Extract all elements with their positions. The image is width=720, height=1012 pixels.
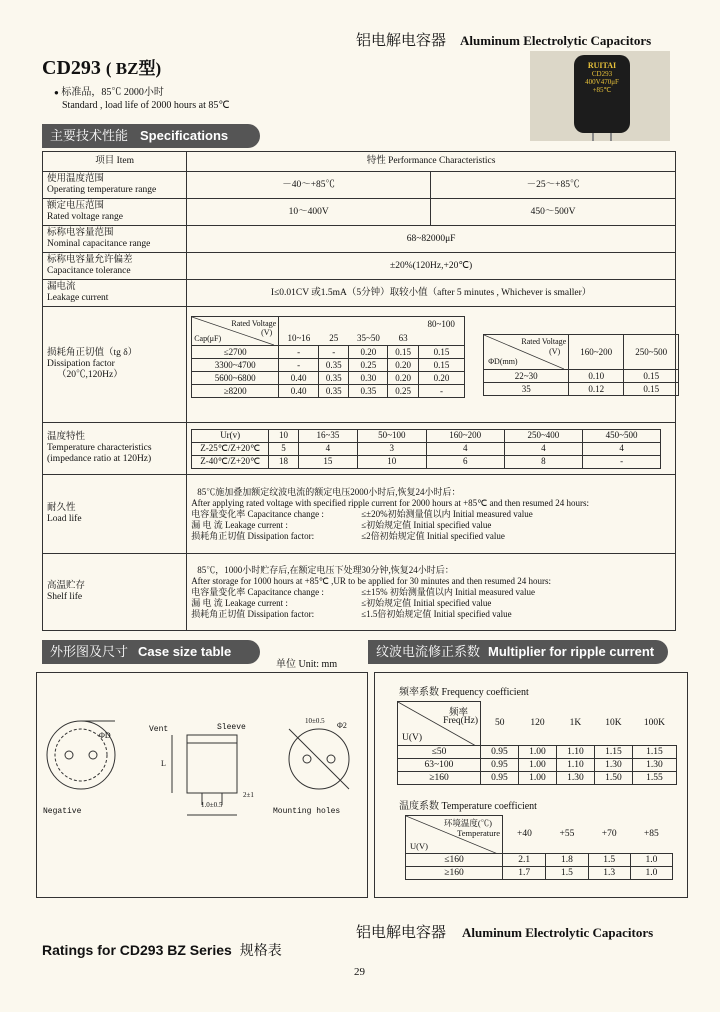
freq-cell: 1.10 [556,746,594,759]
freq-cell: 1.10 [556,759,594,772]
temp-coef-cell: ≤160 [406,854,503,867]
load-life-l5b: ≤2倍初始规定值 Initial specified value [361,530,505,541]
sleeve-label: Sleeve [217,723,246,732]
nom-cap-label [43,226,187,253]
cap-tol-en: Capacitance tolerance [47,266,131,276]
temp-coef-cell: 1.7 [503,867,546,880]
temp-coef-corner [406,816,503,854]
header [356,29,651,50]
table-row [192,455,661,468]
load-life-cn: 耐久性 [47,503,76,513]
rated-v-v2: 450～500V [431,199,676,226]
freq-cell: 1.50 [594,772,632,785]
rated-v-en: Rated voltage range [47,212,123,222]
freq-cell: 1.30 [632,759,676,772]
load-life-l2: After applying rated voltage with specified ripple current for 2000 hours at +85℃ and then resumed 24 hours: [191,497,590,508]
header-en: Aluminum Electrolytic Capacitors [460,33,652,48]
rated-v-cn: 额定电压范围 [47,201,105,211]
lead-label: 1.0±0.5 [201,801,223,809]
temp-coef-label: 温度系数 Temperature coefficient [399,801,537,812]
tc-cell: 10 [357,455,426,468]
nom-cap-en: Nominal capacitance range [47,239,151,249]
cap-tol-label [43,253,187,280]
freq-cell: 1.00 [518,746,556,759]
df-table-2 [483,334,679,396]
df-cell: 0.35 [319,372,349,385]
temp-coef-cell: ≥160 [406,867,503,880]
df-cell: - [279,359,319,372]
df-t2-phi: ΦD(mm) [488,357,518,366]
specifications-bar [42,124,260,148]
freq-cell: 0.95 [481,746,519,759]
freq-cell: 1.00 [518,759,556,772]
table-row [398,746,677,759]
df-t1-col: 80~100 [418,317,464,333]
mounting-view [289,729,349,789]
case-bar-cn: 外形图及尺寸 [50,644,129,659]
df-t1-cap: Cap(μF) [194,334,222,343]
temp-char-table [191,429,661,469]
df-cell: - [279,346,319,359]
mounting-label: Mounting holes [273,807,341,816]
op-temp-v2: －25～+85℃ [431,172,676,199]
tc-cell: 4 [582,442,660,455]
leak-cn: 漏电流 [47,282,76,292]
table-row [192,372,465,385]
temp-coef-col: +85 [643,829,659,840]
tc-cell: 5 [269,442,299,455]
ripple-bar-cn: 纹波电流修正系数 [376,644,481,659]
nom-cap-value: 68~82000μF [187,226,676,253]
table-row [43,280,676,307]
shelf-life-text [187,554,676,631]
leak-en: Leakage current [47,293,109,303]
freq-cell: 1.00 [518,772,556,785]
header-cn: 铝电解电容器 [356,33,447,49]
freq-h2: Freq(Hz) [443,716,478,726]
pitch-label: 10±0.5 [305,717,325,725]
op-temp-v1: －40～+85℃ [187,172,431,199]
df-cell: 0.25 [349,359,388,372]
series-name: ( BZ型) [105,59,162,78]
temp-coef-h3: U(V) [410,841,428,851]
footer-en: Aluminum Electrolytic Capacitors [462,925,654,940]
rated-v-label [43,199,187,226]
df-cell: 0.35 [349,385,388,398]
bullet-icon: ● [54,88,59,97]
nom-cap-cn: 标称电容量范围 [47,228,114,238]
table-row [43,475,676,554]
freq-h1: 频率 [448,708,468,718]
ratings-en: Ratings for CD293 BZ Series [42,942,232,958]
table-row [406,854,673,867]
load-life-l4a: 漏 电 流 Leakage current : [191,519,288,530]
df-cell: 0.12 [569,383,624,396]
freq-cell: 1.15 [594,746,632,759]
table-row [43,152,676,172]
temp-coef-col: +70 [601,829,617,840]
load-life-l4b: ≤初始规定值 Initial specified value [361,519,492,530]
table-row [43,226,676,253]
table-row [192,359,465,372]
df-t1-blank [349,317,388,333]
table-row [398,772,677,785]
ratings-title [42,940,282,960]
cap-tol-value: ±20%(120Hz,+20℃) [187,253,676,280]
item-header: 项目 Item [43,152,187,172]
df-cell: 35 [484,383,569,396]
table-row [43,253,676,280]
ripple-bar-en: Multiplier for ripple current [488,644,655,659]
specifications-table [42,151,676,631]
df-t2-col: 250~500 [624,335,679,370]
temp-coef-col: +55 [559,829,575,840]
df-t2-rated: Rated Voltage [521,337,567,346]
shelf-life-l4b: ≤初始规定值 Initial specified value [361,597,492,608]
freq-cell: 0.95 [481,759,519,772]
freq-label: 频率系数 Frequency coefficient [399,687,529,698]
temp-char-cn: 温度特性 [47,432,86,442]
temp-coef-cell: 1.3 [588,867,630,880]
temp-coef-cell: 1.0 [630,854,672,867]
shelf-life-l1: 85℃，1000小时贮存后,在额定电压下处理30分钟,恢复24小时后： [197,564,454,575]
freq-cell: ≤50 [398,746,481,759]
cap-tol-cn: 标称电容量允许偏差 [47,255,133,265]
hole-d-label: Φ2 [337,721,347,730]
temp-coef-cell: 2.1 [503,854,546,867]
df-cell: ≤2700 [192,346,279,359]
load-life-text [187,475,676,554]
lead-icon [610,133,612,141]
intro-cn: 标准品，85℃ 2000小时 [61,87,164,98]
temp-coef-h1: 环境温度(℃) [443,818,492,828]
df-cell: 0.10 [569,370,624,383]
table-row [43,307,676,423]
df-cell: 3300~4700 [192,359,279,372]
df-cell: 5600~6800 [192,372,279,385]
case-size-bar [42,640,260,664]
df-cell: 0.35 [319,385,349,398]
table-row [484,370,679,383]
tc-cell: - [582,455,660,468]
df-cell: 0.20 [418,372,464,385]
table-row [43,172,676,199]
table-row [192,442,661,455]
temp-coef-table [405,815,673,880]
df-cell: 0.15 [624,370,679,383]
df-t1-col: 63 [388,332,418,345]
tc-cell: 4 [504,442,582,455]
case-bar-en: Case size table [138,644,232,659]
temp-coef-cell: 1.5 [546,867,588,880]
multiplier-box [374,672,688,898]
df-cell: 0.40 [279,372,319,385]
temp-char-en1: Temperature characteristics [47,443,152,453]
df-t1-col: 35~50 [349,332,388,345]
df-cell: ≥8200 [192,385,279,398]
table-row [398,759,677,772]
page-title [42,54,161,80]
freq-cell: 0.95 [481,772,519,785]
df-t1-blank [418,332,464,345]
load-life-en: Load life [47,514,82,524]
df-t2-v: (V) [549,347,561,356]
freq-cell: 63~100 [398,759,481,772]
case-diagram-svg [37,673,367,897]
spec-bar-en: Specifications [140,128,229,143]
df-cell: 0.35 [319,359,349,372]
temp-char-col: 160~200 [426,429,504,442]
df-t1-rated: Rated Voltage [231,319,277,328]
table-row [43,423,676,475]
temp-char-col: 250~400 [504,429,582,442]
df-cell: 0.25 [388,385,418,398]
tc-cell: Z-25℃/Z+20℃ [192,442,269,455]
shelf-life-l3a: 电容量变化率 Capacitance change : [191,586,324,597]
model-name: CD293 [42,57,101,79]
df-cell: 0.20 [349,346,388,359]
lead-icon [592,133,594,141]
shelf-life-l4a: 漏 电 流 Leakage current : [191,597,288,608]
tc-cell: 15 [298,455,357,468]
shelf-life-l5b: ≤1.5倍初始规定值 Initial specified value [361,608,512,619]
temp-coef-cell: 1.5 [588,854,630,867]
op-temp-label [43,172,187,199]
shelf-life-label [43,554,187,631]
footer-cn: 铝电解电容器 [356,925,447,941]
df-cell: 0.15 [418,346,464,359]
temp-coef-cell: 1.8 [546,854,588,867]
freq-cell: 1.30 [556,772,594,785]
table-row [406,867,673,880]
df-t2-corner [484,335,569,370]
vent-label: Vent [149,725,169,734]
freq-corner [398,702,481,746]
photo-brand: RUITAI [587,61,617,70]
tc-cell: 6 [426,455,504,468]
shelf-life-l3b: ≤±15% 初始测量值以内 Initial measured value [361,586,536,597]
load-life-l3a: 电容量变化率 Capacitance change : [191,508,324,519]
capacitor-image [574,55,630,133]
temp-coef-cell: 1.0 [630,867,672,880]
freq-col: 10K [605,718,622,729]
table-row [484,383,679,396]
df-cell: 0.15 [388,346,418,359]
shelf-life-l2: After storage for 1000 hours at +85℃ ,UR to be applied for 30 minutes and then resumed 24 hours: [191,575,552,586]
shelf-life-l5a: 损耗角正切值 Dissipation factor: [191,608,315,619]
leak-label [43,280,187,307]
df-cell: 0.40 [279,385,319,398]
temp-char-col: 450~500 [582,429,660,442]
temp-char-label [43,423,187,475]
df-cond: （20℃,120Hz） [57,370,123,380]
temp-char-cell [187,423,676,475]
df-cell: 22~30 [484,370,569,383]
temp-char-col: 50~100 [357,429,426,442]
df-en: Dissipation factor [47,359,115,369]
temp-char-col: 10 [269,429,299,442]
temp-char-en2: (impedance ratio at 120Hz) [47,454,152,464]
df-t1-v: (V) [261,328,273,337]
intro-en: Standard , load life of 2000 hours at 85℃ [62,100,230,111]
temp-coef-col: +40 [516,829,532,840]
perf-header: 特性 Performance Characteristics [187,152,676,172]
freq-col: 1K [569,718,582,729]
leak-value: I≤0.01CV 或1.5mA（5分钟）取较小值（after 5 minutes , Whichever is smaller） [187,280,676,307]
unit-label: 单位 Unit: mm [276,659,338,670]
freq-cell: 1.55 [632,772,676,785]
df-t1-blank [388,317,418,333]
page-number: 29 [354,966,365,978]
tc-cell: 4 [426,442,504,455]
dim-d-label: ΦD [99,731,111,740]
load-life-label [43,475,187,554]
shelf-life-cn: 高温贮存 [47,581,86,591]
df-cell: 0.20 [388,359,418,372]
photo-rating: 400V470μF [585,78,619,86]
case-drawing [36,672,368,898]
df-cell: 0.30 [349,372,388,385]
freq-cell: 1.30 [594,759,632,772]
df-cell: 0.15 [624,383,679,396]
product-photo [530,51,670,141]
df-cell: 0.15 [418,359,464,372]
freq-table [397,701,677,785]
freq-cell: 1.15 [632,746,676,759]
df-cell: - [319,346,349,359]
df-t1-col: 25 [319,332,349,345]
tc-cell: Z-40℃/Z+20℃ [192,455,269,468]
table-row [192,346,465,359]
intro [54,86,230,112]
op-temp-cn: 使用温度范围 [47,174,105,184]
df-t2-col: 160~200 [569,335,624,370]
temp-coef-h2: Temperature [457,828,500,838]
load-life-l1: 85℃施加叠加额定纹波电流的额定电压2000小时后,恢复24小时后： [197,486,461,497]
tc-cell: 3 [357,442,426,455]
temp-char-col: 16~35 [298,429,357,442]
table-row [192,429,661,442]
tc-cell: 4 [298,442,357,455]
df-table-1 [191,316,465,398]
negative-label: Negative [43,807,82,816]
temp-char-ur: Ur(v) [192,429,269,442]
df-t1-col: 10~16 [279,332,319,345]
ripple-bar [368,640,668,664]
tc-cell: 18 [269,455,299,468]
photo-temp: +85℃ [592,86,612,94]
freq-col: 50 [494,718,505,729]
df-t1-corner [192,317,279,346]
df-cell: 0.20 [388,372,418,385]
rated-v-v1: 10～400V [187,199,431,226]
load-life-l5a: 损耗角正切值 Dissipation factor: [191,530,315,541]
freq-col: 120 [530,718,545,729]
ratings-cn: 规格表 [239,942,282,958]
df-cell: - [418,385,464,398]
freq-h3: U(V) [402,733,423,743]
photo-model: CD293 [591,70,613,78]
spec-bar-cn: 主要技术性能 [50,128,129,143]
dim-l-label: L [161,759,166,768]
df-label [43,307,187,423]
table-row [43,554,676,631]
tc-cell: 8 [504,455,582,468]
table-row [192,385,465,398]
df-t1-blank [319,317,349,333]
len-label: 2±1 [243,791,254,799]
df-t1-blank [279,317,319,333]
freq-cell: ≥160 [398,772,481,785]
load-life-l3b: ≤±20%初始测量值以内 Initial measured value [361,508,533,519]
footer-header [356,921,653,942]
df-tables-cell [187,307,676,423]
freq-col: 100K [643,718,665,729]
op-temp-en: Operating temperature range [47,185,157,195]
shelf-life-en: Shelf life [47,592,83,602]
table-row [43,199,676,226]
df-cn: 损耗角正切值（tg δ） [47,348,138,358]
